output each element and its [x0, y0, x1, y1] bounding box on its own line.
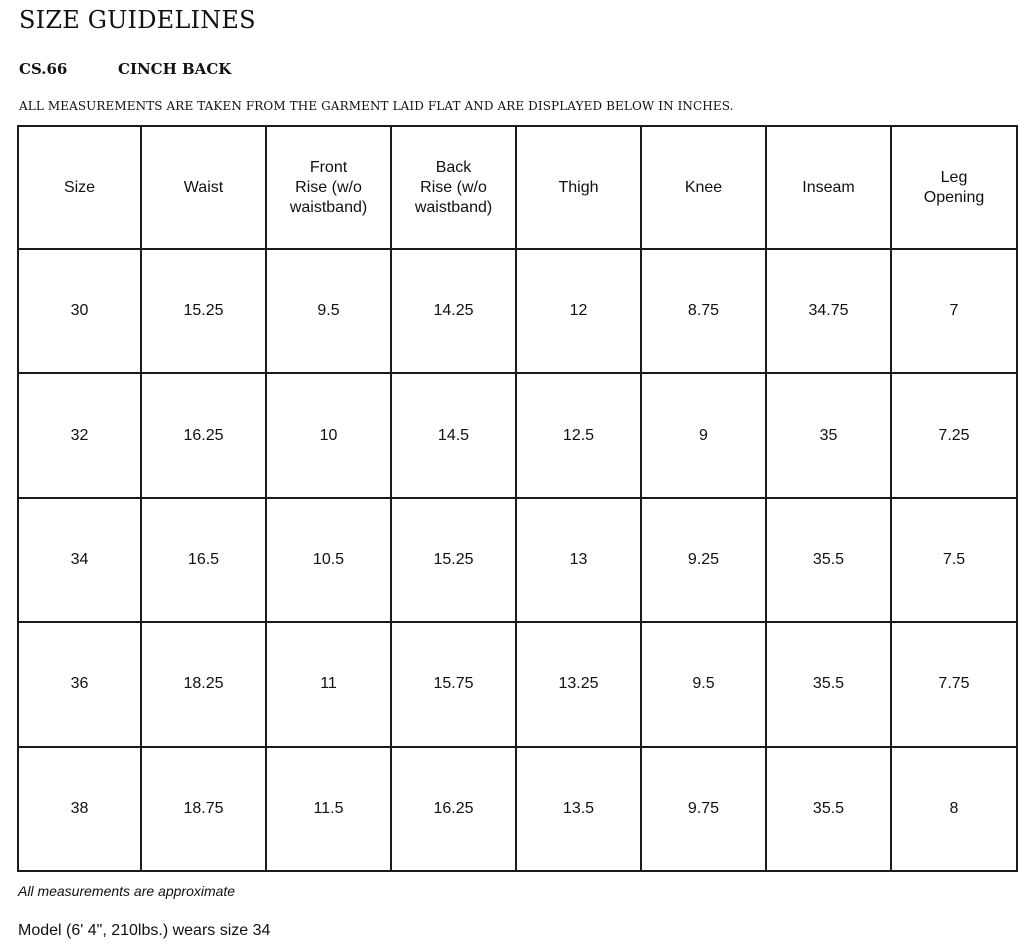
column-header-knee: [641, 126, 766, 249]
table-cell-size: 32: [18, 373, 141, 497]
table-cell-size: 30: [18, 249, 141, 373]
table-cell-thigh: 13.5: [516, 747, 641, 871]
column-header-line: waistband): [414, 198, 493, 216]
column-header-thigh: [516, 126, 641, 249]
table-cell-thigh: 12.5: [516, 373, 641, 497]
table-cell-front-rise: 10.5: [266, 498, 391, 622]
table-cell-back-rise: 14.25: [391, 249, 516, 373]
column-header-back-rise: [391, 126, 516, 249]
table-cell-inseam: 35.5: [766, 498, 891, 622]
table-row: [18, 249, 1017, 373]
table-row: [18, 747, 1017, 871]
table-cell-leg-opening: 7.75: [891, 622, 1017, 746]
table-cell-front-rise: 9.5: [266, 249, 391, 373]
table-cell-knee: 8.75: [641, 249, 766, 373]
table-cell-back-rise: 16.25: [391, 747, 516, 871]
page-title: SIZE GUIDELINES: [19, 6, 256, 34]
table-cell-thigh: 13: [516, 498, 641, 622]
table-cell-front-rise: 11: [266, 622, 391, 746]
column-header-size: [18, 126, 141, 249]
table-row: [18, 498, 1017, 622]
column-header-line: Leg: [940, 168, 968, 186]
table-cell-inseam: 35: [766, 373, 891, 497]
column-header-line: Rise (w/o: [420, 178, 487, 196]
approximate-note: All measurements are approximate: [18, 883, 236, 899]
table-cell-back-rise: 15.25: [391, 498, 516, 622]
table-cell-back-rise: 15.75: [391, 622, 516, 746]
column-header-line: Inseam: [802, 178, 855, 196]
table-body: [18, 249, 1017, 871]
table-cell-waist: 16.5: [141, 498, 266, 622]
column-header-line: Front: [309, 158, 348, 176]
column-header-line: waistband): [289, 198, 368, 216]
table-cell-leg-opening: 8: [891, 747, 1017, 871]
column-header-line: Waist: [183, 178, 224, 196]
table-cell-thigh: 12: [516, 249, 641, 373]
column-header-inseam: [766, 126, 891, 249]
column-header-front-rise: [266, 126, 391, 249]
table-row: [18, 622, 1017, 746]
column-header-leg-opening: [891, 126, 1017, 249]
column-header-line: Knee: [684, 178, 723, 196]
style-name: CINCH BACK: [118, 60, 232, 78]
table-header-row: [18, 126, 1017, 249]
table-cell-front-rise: 10: [266, 373, 391, 497]
table-cell-inseam: 34.75: [766, 249, 891, 373]
model-note: Model (6' 4", 210lbs.) wears size 34: [18, 922, 271, 939]
table-cell-leg-opening: 7: [891, 249, 1017, 373]
table-cell-knee: 9.25: [641, 498, 766, 622]
table-cell-knee: 9.75: [641, 747, 766, 871]
table-cell-size: 34: [18, 498, 141, 622]
column-header-line: Opening: [923, 188, 985, 206]
table-cell-front-rise: 11.5: [266, 747, 391, 871]
table-cell-leg-opening: 7.25: [891, 373, 1017, 497]
column-header-waist: [141, 126, 266, 249]
table-cell-thigh: 13.25: [516, 622, 641, 746]
table-cell-waist: 16.25: [141, 373, 266, 497]
measurement-notice: ALL MEASUREMENTS ARE TAKEN FROM THE GARMENT LAID FLAT AND ARE DISPLAYED BELOW IN INCHES.: [19, 99, 734, 113]
column-header-line: Thigh: [558, 178, 599, 196]
table-cell-size: 38: [18, 747, 141, 871]
table-cell-inseam: 35.5: [766, 747, 891, 871]
table-row: [18, 373, 1017, 497]
column-header-line: Size: [63, 178, 96, 196]
table-cell-waist: 15.25: [141, 249, 266, 373]
size-table: [17, 125, 1018, 872]
style-code: CS.66: [19, 60, 68, 78]
table-cell-waist: 18.25: [141, 622, 266, 746]
table-cell-inseam: 35.5: [766, 622, 891, 746]
column-header-line: Back: [435, 158, 472, 176]
table-cell-waist: 18.75: [141, 747, 266, 871]
table-cell-leg-opening: 7.5: [891, 498, 1017, 622]
table-cell-size: 36: [18, 622, 141, 746]
column-header-line: Rise (w/o: [295, 178, 362, 196]
table-cell-knee: 9.5: [641, 622, 766, 746]
table-cell-back-rise: 14.5: [391, 373, 516, 497]
table-cell-knee: 9: [641, 373, 766, 497]
